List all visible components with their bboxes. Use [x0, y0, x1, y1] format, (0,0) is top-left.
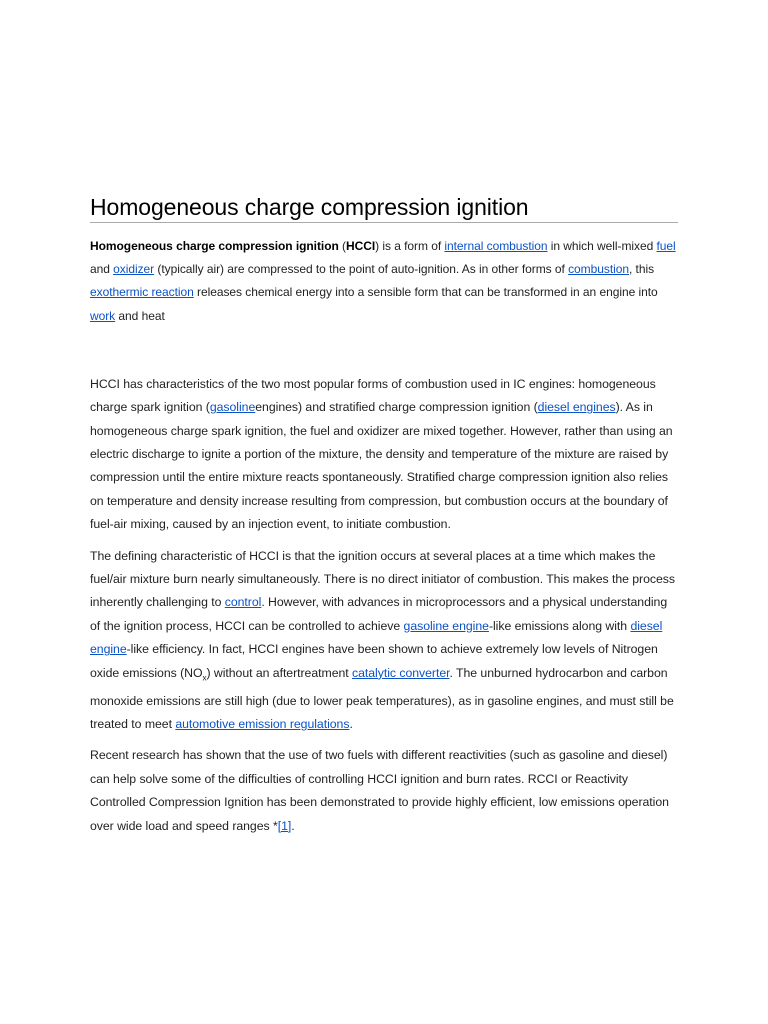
link-combustion[interactable]: combustion [568, 262, 629, 277]
text: releases chemical energy into a sensible form that can be transformed in an engine into [193, 285, 658, 300]
text: and [90, 262, 114, 277]
article-term: Homogeneous charge compression ignition [90, 239, 339, 253]
article-title: Homogeneous charge compression ignition [90, 192, 678, 223]
text: ) without an aftertreatment [206, 665, 353, 680]
subscript-x: x [202, 673, 207, 683]
article-abbr: HCCI [345, 239, 376, 253]
article [90, 192, 678, 846]
link-diesel-engine[interactable]: diesel engine [90, 618, 663, 657]
paragraph-defining [90, 545, 678, 737]
text: and heat [115, 308, 165, 323]
text: . [291, 818, 295, 833]
text: ). As in homogeneous charge spark ignition, the fuel and oxidizer are mixed together. However, rather than using an electric discharge to ignite a portion of the mixture, the density and temperature of the mixture are raised by compression until the entire mixture reacts spontaneously. Stratified charge compression ignition also relies on temperature and density increase resulting from compression, but combustion occurs at the boundary of fuel-air mixing, caused by an injection event, to initiate combustion. [90, 400, 673, 532]
text: , this [628, 262, 655, 277]
link-gasoline[interactable]: gasoline [209, 400, 256, 415]
link-internal-combustion[interactable]: internal combustion [444, 239, 548, 253]
text: engines) and stratified charge compression ignition ( [255, 400, 538, 415]
paragraph-research [90, 744, 678, 838]
link-work[interactable]: work [90, 308, 116, 323]
link-oxidizer[interactable]: oxidizer [113, 262, 155, 277]
link-diesel-engines[interactable]: diesel engines [537, 400, 616, 415]
link-emission-regulations[interactable]: automotive emission regulations [175, 716, 350, 731]
text: . However, with advances in microprocessors and a physical understanding of the ignition process, HCCI can be controlled to achieve [90, 595, 668, 633]
link-control[interactable]: control [224, 595, 262, 610]
text: HCCI has characteristics of the two most popular forms of combustion used in IC engines: homogeneous charge spark ignition ( [90, 376, 656, 415]
text: -like emissions along with [488, 618, 631, 633]
link-fuel[interactable]: fuel [656, 239, 676, 253]
link-reference-1[interactable]: [1] [277, 818, 292, 833]
text: (typically air) are compressed to the point of auto-ignition. As in other forms of [154, 262, 569, 277]
paragraph-characteristics [90, 373, 678, 537]
text: . The unburned hydrocarbon and carbon monoxide emissions are still high (due to lower peak temperatures), as in gasoline engines, and must still be treated to meet [90, 665, 674, 731]
text: in which well-mixed [547, 239, 657, 253]
text: ) is a form of [375, 239, 445, 253]
text: ( [338, 239, 346, 253]
text: -like efficiency. In fact, HCCI engines have been shown to achieve extremely low levels of Nitrogen oxide emissions (NO [90, 642, 658, 680]
link-exothermic-reaction[interactable]: exothermic reaction [90, 285, 194, 300]
link-gasoline-engine[interactable]: gasoline engine [403, 618, 489, 633]
text: The defining characteristic of HCCI is that the ignition occurs at several places at a time which makes the fuel/air mixture burn nearly simultaneously. There is no direct initiator of combustion. This makes the process inherently challenging to [90, 548, 675, 610]
text: Recent research has shown that the use of two fuels with different reactivities (such as gasoline and diesel) can help solve some of the difficulties of controlling HCCI ignition and burn rates. RCCI or Reactivity Controlled Compression Ignition has been demonstrated to provide highly efficient, low emissions operation over wide load and speed ranges * [90, 748, 669, 833]
intro-paragraph [90, 235, 678, 328]
text: . [349, 716, 353, 731]
link-catalytic-converter[interactable]: catalytic converter [352, 665, 450, 680]
